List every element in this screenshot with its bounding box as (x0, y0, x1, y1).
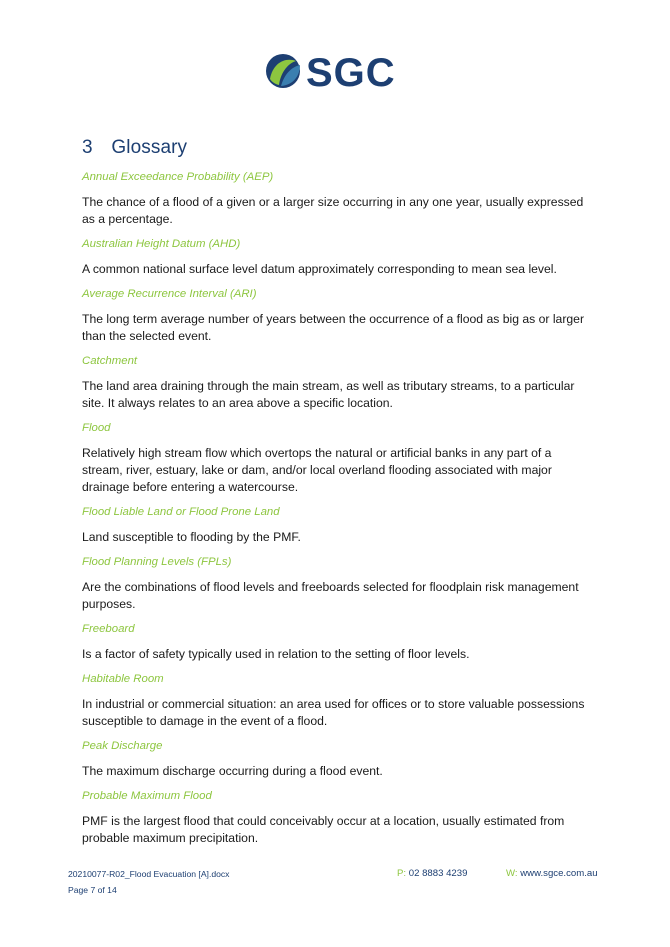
glossary-term: Average Recurrence Interval (ARI) (82, 288, 257, 300)
footer-web-label: W: (506, 868, 518, 879)
glossary-entry (82, 170, 592, 228)
glossary-definition: The land area draining through the main stream, as well as tributary streams, to a particular site. It always relates to an area above a specific location. (82, 379, 575, 410)
footer-phone-label: P: (397, 868, 407, 879)
glossary-definition: A common national surface level datum approximately corresponding to mean sea level. (82, 262, 557, 276)
glossary-entry (82, 505, 592, 546)
sgc-logo (263, 49, 413, 93)
glossary-entry (82, 421, 592, 496)
glossary-definition: The maximum discharge occurring during a flood event. (82, 764, 383, 778)
glossary-definition: Land susceptible to flooding by the PMF. (82, 530, 301, 544)
glossary-term: Probable Maximum Flood (82, 790, 212, 802)
section-title: Glossary (111, 137, 188, 158)
glossary-entry (82, 237, 592, 278)
glossary-definition: Is a factor of safety typically used in relation to the setting of floor levels. (82, 647, 470, 661)
footer-phone (397, 868, 467, 879)
glossary-term: Flood Planning Levels (FPLs) (82, 556, 232, 568)
glossary-definition: Relatively high stream flow which overtops the natural or artificial banks in any part of a stream, river, estuary, lake or dam, and/or local overland flooding associated with major drainage before entering a watercourse. (82, 446, 552, 494)
glossary-term: Australian Height Datum (AHD) (82, 238, 241, 250)
glossary-definition: In industrial or commercial situation: an area used for offices or to store valuable possessions susceptible to damage in the event of a flood. (82, 697, 585, 728)
glossary-term: Habitable Room (82, 673, 164, 685)
glossary-definition: Are the combinations of flood levels and freeboards selected for floodplain risk management purposes. (82, 580, 579, 611)
glossary-definition: The long term average number of years between the occurrence of a flood as big as or larger than the selected event. (82, 312, 584, 343)
section-number: 3 (82, 137, 93, 158)
footer-document-name: 20210077-R02_Flood Evacuation [A].docx (68, 869, 230, 879)
glossary-term: Freeboard (82, 623, 135, 635)
section-heading (82, 137, 187, 159)
glossary-entry (82, 622, 592, 663)
footer-web[interactable] (506, 868, 598, 879)
glossary-term: Flood (82, 422, 111, 434)
glossary-entry (82, 287, 592, 345)
glossary-definition: The chance of a flood of a given or a larger size occurring in any one year, usually expressed as a percentage. (82, 195, 584, 226)
glossary-list (82, 170, 592, 856)
glossary-entry (82, 354, 592, 412)
glossary-entry (82, 555, 592, 613)
footer-phone-number: 02 8883 4239 (408, 868, 468, 879)
glossary-term: Flood Liable Land or Flood Prone Land (82, 506, 280, 518)
glossary-term: Catchment (82, 355, 138, 367)
glossary-term: Annual Exceedance Probability (AEP) (82, 171, 274, 183)
glossary-definition: PMF is the largest flood that could conceivably occur at a location, usually estimated from probable maximum precipitation. (82, 814, 565, 845)
logo-text: SGC (306, 51, 396, 93)
glossary-entry (82, 789, 592, 847)
footer-document-info (68, 866, 229, 898)
footer-web-link[interactable]: www.sgce.com.au (520, 868, 598, 879)
glossary-entry (82, 672, 592, 730)
footer-page-number: Page 7 of 14 (68, 885, 117, 895)
glossary-term: Peak Discharge (82, 740, 163, 752)
sgc-emblem-icon (266, 54, 300, 88)
glossary-entry (82, 739, 592, 780)
